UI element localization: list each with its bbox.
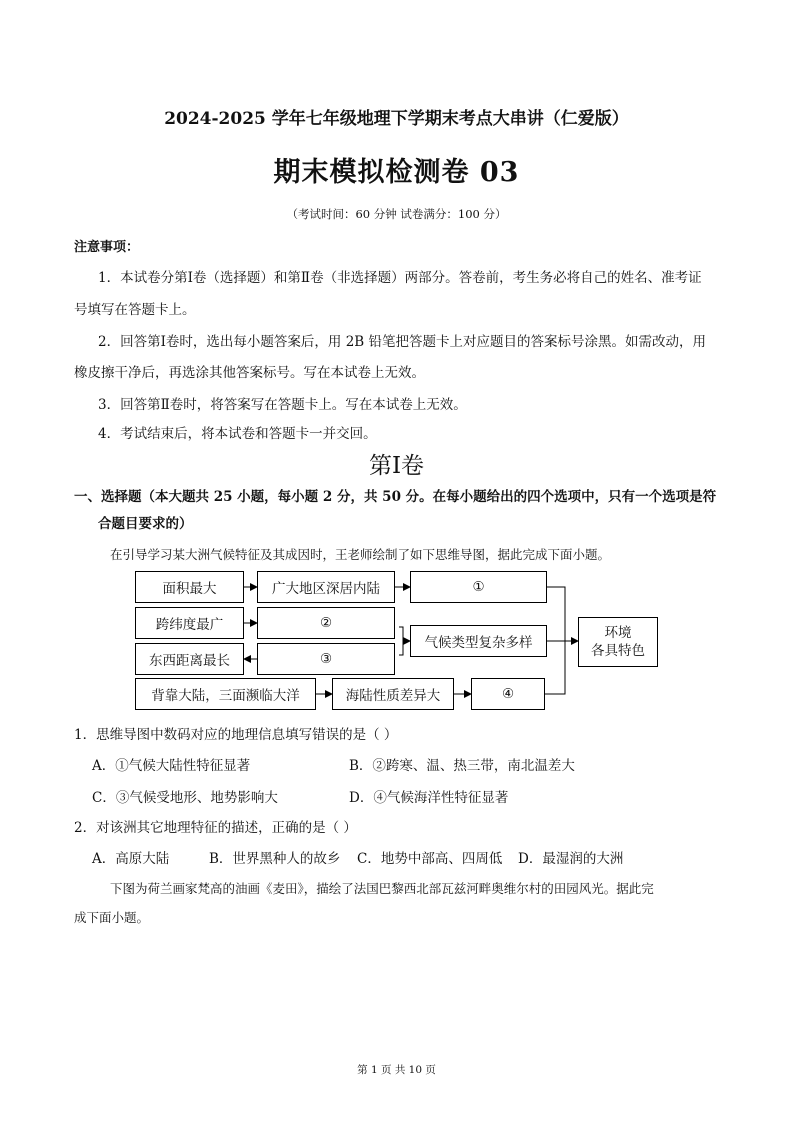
page-number: 第 1 页 共 10 页 [357,1064,436,1076]
question-2-option-c[interactable]: C．地势中部高、四周低 [357,851,503,867]
question-1-option-c[interactable]: C．③气候受地形、地势影响大 [92,790,278,806]
group2-intro-line2: 成下面小题。 [74,910,150,925]
group1-intro: 在引导学习某大洲气候特征及其成因时，王老师绘制了如下思维导图，据此完成下面小题。 [110,547,611,562]
question-2-stem: 2．对该洲其它地理特征的描述，正确的是（ ） [74,820,357,836]
series-title: 2024-2025 学年七年级地理下学期末考点大串讲（仁爱版） [164,109,629,129]
section-title: 第Ⅰ卷 [368,453,425,479]
part-heading-line1: 一、选择题（本大题共 25 小题，每小题 2 分，共 50 分。在每小题给出的四个选项中，只有一个选项是符 [74,489,717,505]
mindmap-box-environment [578,617,658,667]
mindmap-box-area: 面积最大 [135,571,244,603]
question-2-option-a[interactable]: A．高原大陆 [92,851,170,867]
page-title: 期末模拟检测卷 03 [273,157,520,188]
note-2-line2: 橡皮擦干净后，再选涂其他答案标号。写在本试卷上无效。 [74,365,425,381]
mindmap-box-climate-types: 气候类型复杂多样 [410,625,547,657]
question-1-stem: 1．思维导图中数码对应的地理信息填写错误的是（ ） [74,727,398,743]
notes-heading: 注意事项： [74,240,140,255]
mindmap-box-4: ④ [471,678,545,710]
note-1-line1: 1．本试卷分第Ⅰ卷（选择题）和第Ⅱ卷（非选择题）两部分。答卷前，考生务必将自己的姓名、准考证 [98,270,702,286]
mindmap-box-inland: 广大地区深居内陆 [257,571,395,603]
mindmap-box-latitude: 跨纬度最广 [135,607,244,639]
mindmap-box-environment-line2: 各具特色 [591,643,645,659]
mindmap-box-ocean: 背靠大陆，三面濒临大洋 [135,678,316,710]
question-1-option-b[interactable]: B．②跨寒、温、热三带，南北温差大 [349,758,575,774]
group2-intro-line1: 下图为荷兰画家梵高的油画《麦田》，描绘了法国巴黎西北部瓦兹河畔奥维尔村的田园风光。据此完 [110,881,654,896]
mindmap-box-1: ① [410,571,547,603]
note-4: 4．考试结束后，将本试卷和答题卡一并交回。 [98,426,377,442]
bracket-b5-b7 [399,627,403,655]
note-3: 3．回答第Ⅱ卷时，将答案写在答题卡上。写在本试卷上无效。 [98,397,467,413]
mindmap-box-eastwest: 东西距离最长 [135,643,244,675]
mindmap-box-environment-line1: 环境 [604,625,632,641]
mindmap-box-land-sea: 海陆性质差异大 [332,678,454,710]
question-1-option-a[interactable]: A．①气候大陆性特征显著 [92,758,251,774]
question-1-option-d[interactable]: D．④气候海洋性特征显著 [349,790,509,806]
question-2-option-b[interactable]: B．世界黑种人的故乡 [209,851,341,867]
exam-info: （考试时间：60 分钟 试卷满分：100 分） [286,207,507,221]
mindmap-box-2: ② [257,607,395,639]
question-2-option-d[interactable]: D．最湿润的大洲 [518,851,624,867]
part-heading-line2: 合题目要求的） [98,516,193,532]
note-2-line1: 2．回答第Ⅰ卷时，选出每小题答案后，用 2B 铅笔把答题卡上对应题目的答案标号涂黑。如需改动，用 [98,334,707,350]
mindmap-box-3: ③ [257,643,395,675]
note-1-line2: 号填写在答题卡上。 [74,302,196,318]
